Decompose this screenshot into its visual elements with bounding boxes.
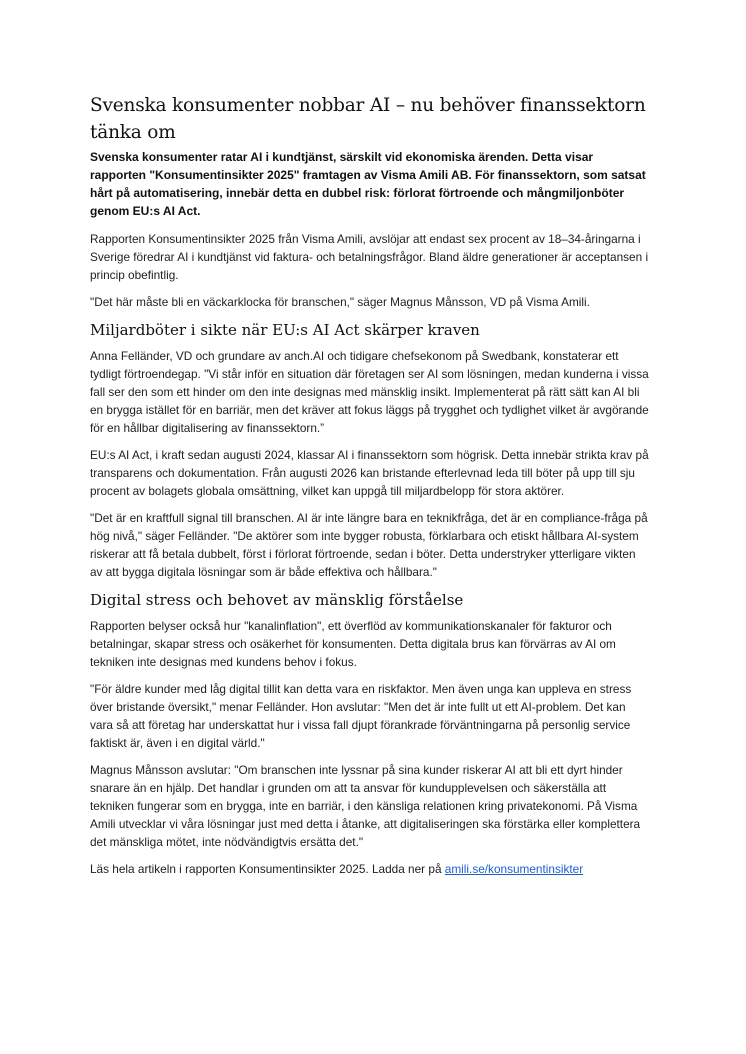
article-title: Svenska konsumenter nobbar AI – nu behöver finanssektorn tänka om (90, 95, 646, 143)
paragraph: Magnus Månsson avslutar: "Om branschen inte lyssnar på sina kunder riskerar AI att bli ett dyrt hinder snarare än en hjälp. Det handlar i grunden om att ta ansvar för kundupplevelsen och säkerställa att tekniken fungerar som en brygga, inte en barriär, i den känsliga relationen kring privatekonomi. På Visma Amili utvecklar vi våra lösningar just med detta i åtanke, att digitaliseringen ska förstärka eller komplettera det mänskliga mötet, inte nödvändigtvis ersätta det." (90, 763, 641, 849)
closing-text: Läs hela artikeln i rapporten Konsumentinsikter 2025. Ladda ner på (90, 862, 445, 876)
paragraph: "Det är en kraftfull signal till branschen. AI är inte längre bara en teknikfråga, det är en compliance-fråga på hög nivå," säger Felländer. "De aktörer som inte bygger robusta, förklarbara och etiskt hållbara AI-system riskerar att få betala dubbelt, först i förlorat förtroende, sedan i böter. Detta understryker ytterligare vikten av att bygga digitala lösningar som är både effektiva och hållbara." (90, 511, 648, 579)
section-heading-digital-stress: Digital stress och behovet av mänsklig förståelse (90, 591, 464, 609)
article-lead: Svenska konsumenter ratar AI i kundtjänst, särskilt vid ekonomiska ärenden. Detta visar rapporten "Konsumentinsikter 2025" framtagen av Visma Amili AB. För finanssektorn, som satsat hårt på automatisering, innebär detta en dubbel risk: förlorat förtroende och mångmiljonböter genom EU:s AI Act. (90, 150, 646, 218)
paragraph: Anna Felländer, VD och grundare av anch.AI och tidigare chefsekonom på Swedbank, konstaterar ett tydligt förtroendegap. "Vi står inför en situation där företagen ser AI som lösningen, medan kunderna i vissa fall ser den som ett hinder om den inte designas med mänsklig insikt. Implementerat på rätt sätt kan AI bli en brygga istället för en barriär, men det kräver att fokus läggs på trygghet och tydlighet vilket är avgörande för en hållbar digitalisering av finanssektorn.” (90, 349, 649, 435)
paragraph: EU:s AI Act, i kraft sedan augusti 2024, klassar AI i finanssektorn som högrisk. Detta innebär strikta krav på transparens och dokumentation. Från augusti 2026 kan bristande efterlevnad leda till böter på upp till sju procent av bolagets globala omsättning, vilket kan uppgå till miljardbelopp för stora aktörer. (90, 448, 649, 498)
paragraph-quote: "Det här måste bli en väckarklocka för branschen," säger Magnus Månsson, VD på Visma Amili. (90, 295, 590, 309)
paragraph: Rapporten Konsumentinsikter 2025 från Visma Amili, avslöjar att endast sex procent av 18–34-åringarna i Sverige föredrar AI i kundtjänst vid faktura- och betalningsfrågor. Bland äldre generationer är acceptansen i princip obefintlig. (90, 232, 649, 282)
paragraph: "För äldre kunder med låg digital tillit kan detta vara en riskfaktor. Men även unga kan uppleva en stress över bristande översikt," menar Felländer. Hon avslutar: "Men det är inte fullt ut ett AI-problem. Det kan vara så att företag har underskattat hur i vissa fall djupt förankrade förväntningarna på personlig service faktiskt är, även i en digital värld." (90, 682, 632, 750)
paragraph: Rapporten belyser också hur "kanalinflation", ett överflöd av kommunikationskanaler för fakturor och betalningar, skapar stress och osäkerhet för konsumenten. Detta digitala brus kan förvärras av AI om tekniken inte designas med kundens behov i fokus. (90, 619, 616, 669)
closing-paragraph (90, 860, 650, 878)
section-heading-fines: Miljardböter i sikte när EU:s AI Act skärper kraven (90, 321, 480, 339)
article (90, 92, 650, 887)
report-download-link[interactable]: amili.se/konsumentinsikter (444, 862, 584, 876)
